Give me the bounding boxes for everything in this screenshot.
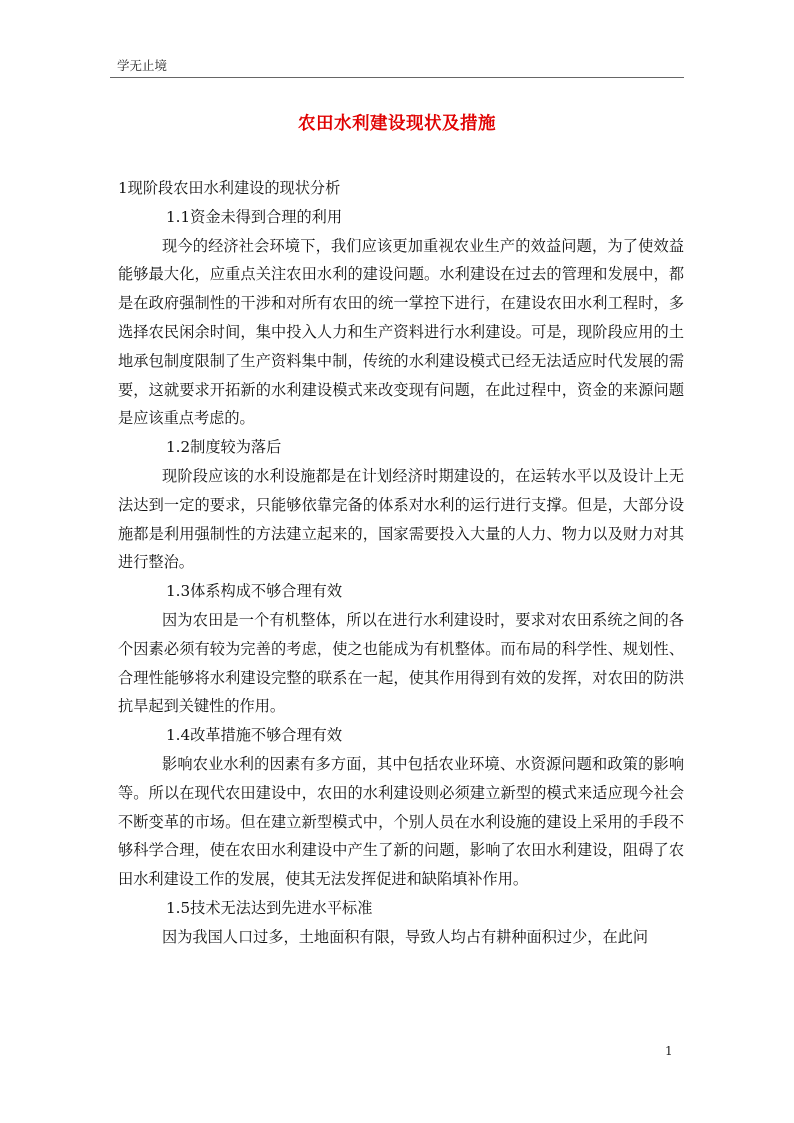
subsection-heading: 1.5技术无法达到先进水平标准 <box>166 898 373 917</box>
section-heading: 1现阶段农田水利建设的现状分析 <box>118 179 341 197</box>
subsection-heading: 1.4改革措施不够合理有效 <box>166 726 343 745</box>
page-header-text: 学无止境 <box>117 58 168 73</box>
document-title: 农田水利建设现状及措施 <box>298 114 496 134</box>
page-number: 1 <box>665 1044 673 1058</box>
subsection-heading: 1.3体系构成不够合理有效 <box>166 582 343 601</box>
body-paragraph: 影响农业水利的因素有多方面，其中包括农业环境、水资源问题和政策的影响等。所以在现代农田建设中，农田的水利建设则必须建立新型的模式来适应现今社会不断变革的市场。但在建立新型模式中，个别人员在水利设施的建设上采用的手段不够科学合理，使在农田水利建设中产生了新的问题，影响了农田水利建设，阻碍了农田水利建设工作的发展，使其无法发挥促进和缺陷填补作用。 <box>118 754 684 889</box>
body-paragraph: 因为我国人口过多，土地面积有限，导致人均占有耕种面积过少，在此问 <box>162 927 648 946</box>
header-divider <box>110 77 684 78</box>
document-body <box>118 174 684 952</box>
subsection-heading: 1.2制度较为落后 <box>166 438 282 457</box>
body-paragraph: 现今的经济社会环境下，我们应该更加重视农业生产的效益问题，为了使效益能够最大化，应重点关注农田水利的建设问题。水利建设在过去的管理和发展中，都是在政府强制性的干涉和对所有农田的统一掌控下进行，在建设农田水利工程时，多选择农民闲余时间，集中投入人力和生产资料进行水利建设。可是，现阶段应用的土地承包制度限制了生产资料集中制，传统的水利建设模式已经无法适应时代发展的需要，这就要求开拓新的水利建设模式来改变现有问题，在此过程中，资金的来源问题是应该重点考虑的。 <box>118 236 684 428</box>
body-paragraph: 因为农田是一个有机整体，所以在进行水利建设时，要求对农田系统之间的各个因素必须有较为完善的考虑，使之也能成为有机整体。而布局的科学性、规划性、合理性能够将水利建设完整的联系在一起，使其作用得到有效的发挥，对农田的防洪抗旱起到关键性的作用。 <box>118 610 684 716</box>
body-paragraph: 现阶段应该的水利设施都是在计划经济时期建设的，在运转水平以及设计上无法达到一定的要求，只能够依靠完备的体系对水利的运行进行支撑。但是，大部分设施都是利用强制性的方法建立起来的，国家需要投入大量的人力、物力以及财力对其进行整治。 <box>118 466 684 572</box>
subsection-heading: 1.1资金未得到合理的利用 <box>166 207 343 226</box>
